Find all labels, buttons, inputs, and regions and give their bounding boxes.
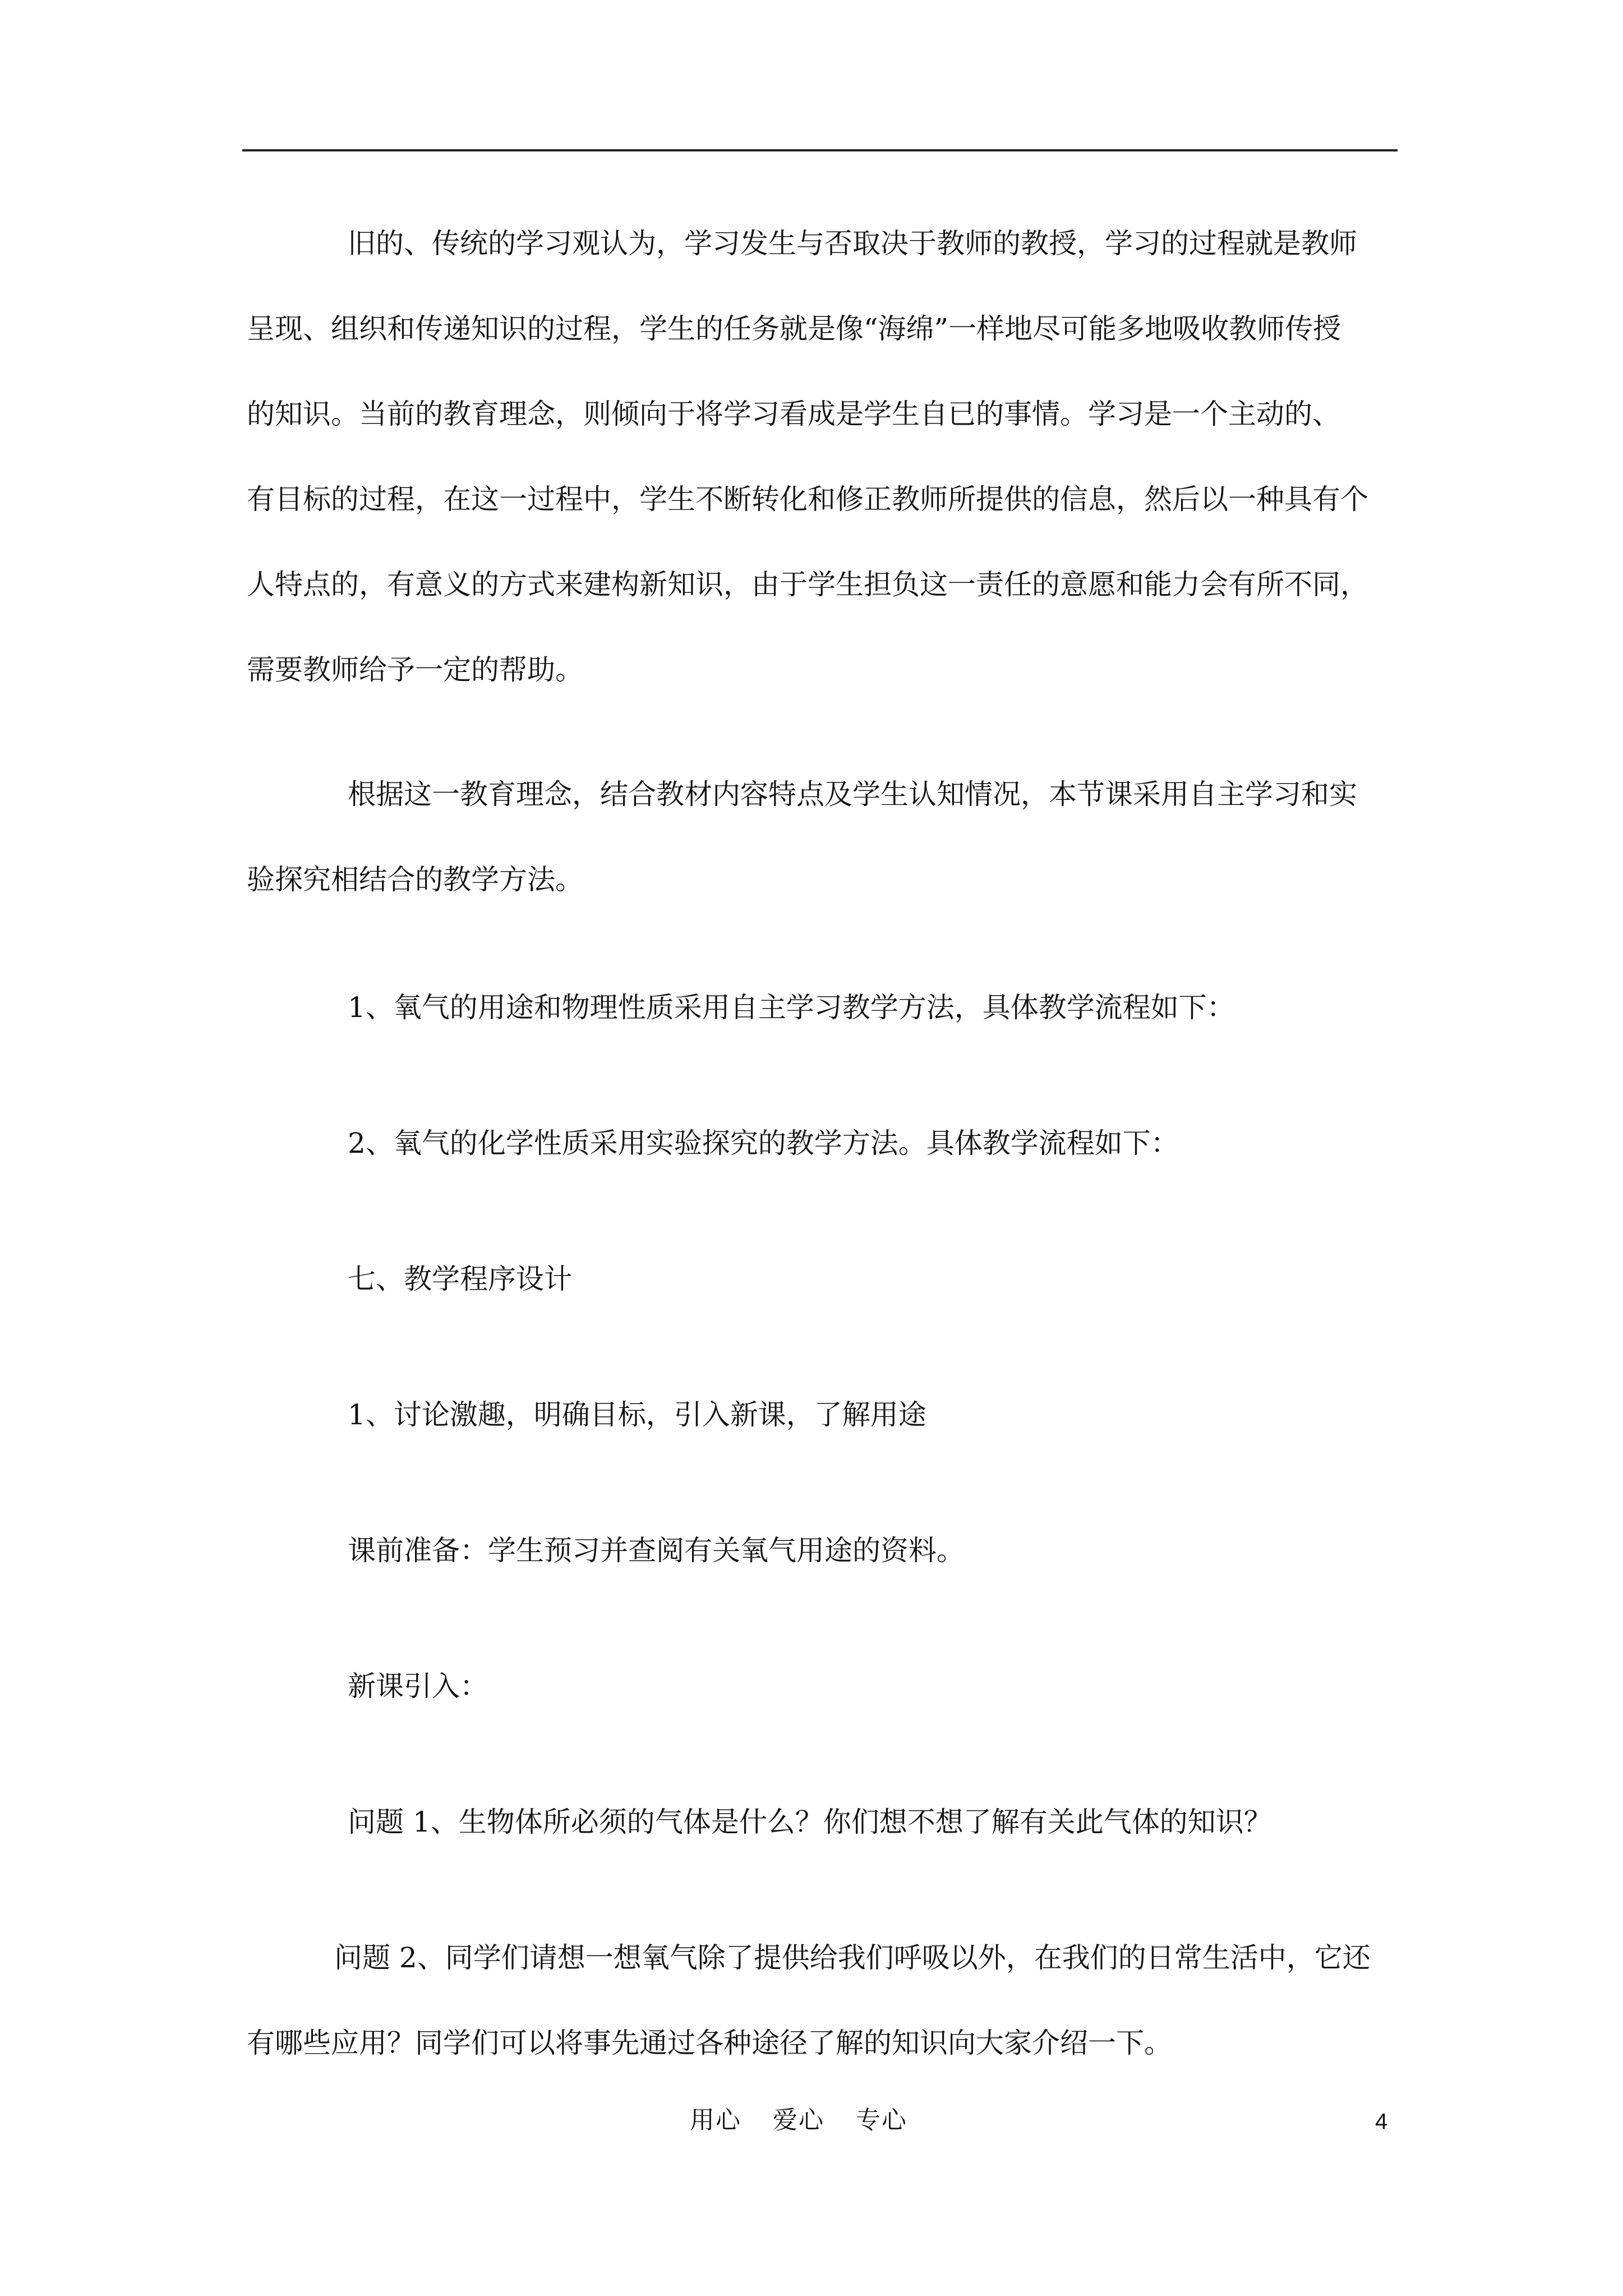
text-line: 人特点的，有意义的方式来建构新知识，由于学生担负这一责任的意愿和能力会有所不同， <box>247 568 1368 601</box>
paragraph-item-1 <box>247 965 1396 1050</box>
text-line: 旧的、传统的学习观认为，学习发生与否取决于教师的教授，学习的过程就是教师 <box>348 227 1357 260</box>
paragraph-question-2 <box>247 1915 1396 2086</box>
text-line: 的知识。当前的教育理念，则倾向于将学习看成是学生自已的事情。学习是一个主动的、 <box>247 398 1340 430</box>
paragraph-teaching-method <box>247 752 1396 922</box>
paragraph-preparation <box>247 1508 1396 1593</box>
paragraph-introduction <box>247 1644 1396 1729</box>
text-line: 问题 1、生物体所必须的气体是什么？你们想不想了解有关此气体的知识？ <box>348 1806 1272 1838</box>
text-line: 呈现、组织和传递知识的过程，学生的任务就是像“海绵”一样地尽可能多地吸收教师传授 <box>247 312 1341 345</box>
text-line: 需要教师给予一定的帮助。 <box>247 654 583 686</box>
footer-motto-word: 专心 <box>856 2106 907 2134</box>
text-line: 有哪些应用？同学们可以将事先通过各种途径了解的知识向大家介绍一下。 <box>247 2027 1172 2059</box>
section-heading <box>247 1236 1396 1322</box>
paragraph-learning-view <box>247 201 1396 712</box>
page-number: 4 <box>1375 2109 1388 2134</box>
text-line: 新课引入： <box>348 1670 488 1703</box>
paragraph-question-1 <box>247 1779 1396 1865</box>
footer-motto-word: 爱心 <box>773 2106 824 2134</box>
text-line: 验探究相结合的教学方法。 <box>247 863 583 896</box>
subsection-heading <box>247 1372 1396 1457</box>
text-line: 根据这一教育理念，结合教材内容特点及学生认知情况，本节课采用自主学习和实 <box>348 778 1357 811</box>
text-line: 七、教学程序设计 <box>348 1263 572 1295</box>
paragraph-item-2 <box>247 1101 1396 1186</box>
header-rule <box>242 149 1398 151</box>
text-line: 2、氧气的化学性质采用实验探究的教学方法。具体教学流程如下： <box>348 1127 1179 1159</box>
footer-motto <box>690 2104 939 2137</box>
text-line: 1、氧气的用途和物理性质采用自主学习教学方法，具体教学流程如下： <box>348 991 1235 1024</box>
footer-motto-word: 用心 <box>690 2106 741 2134</box>
text-line: 有目标的过程，在这一过程中，学生不断转化和修正教师所提供的信息，然后以一种具有个 <box>247 483 1368 516</box>
text-line: 1、讨论激趣，明确目标，引入新课，了解用途 <box>348 1398 926 1431</box>
text-line: 课前准备：学生预习并查阅有关氧气用途的资料。 <box>348 1534 965 1567</box>
text-line: 问题 2、同学们请想一想氧气除了提供给我们呼吸以外，在我们的日常生活中，它还 <box>334 1941 1371 1974</box>
